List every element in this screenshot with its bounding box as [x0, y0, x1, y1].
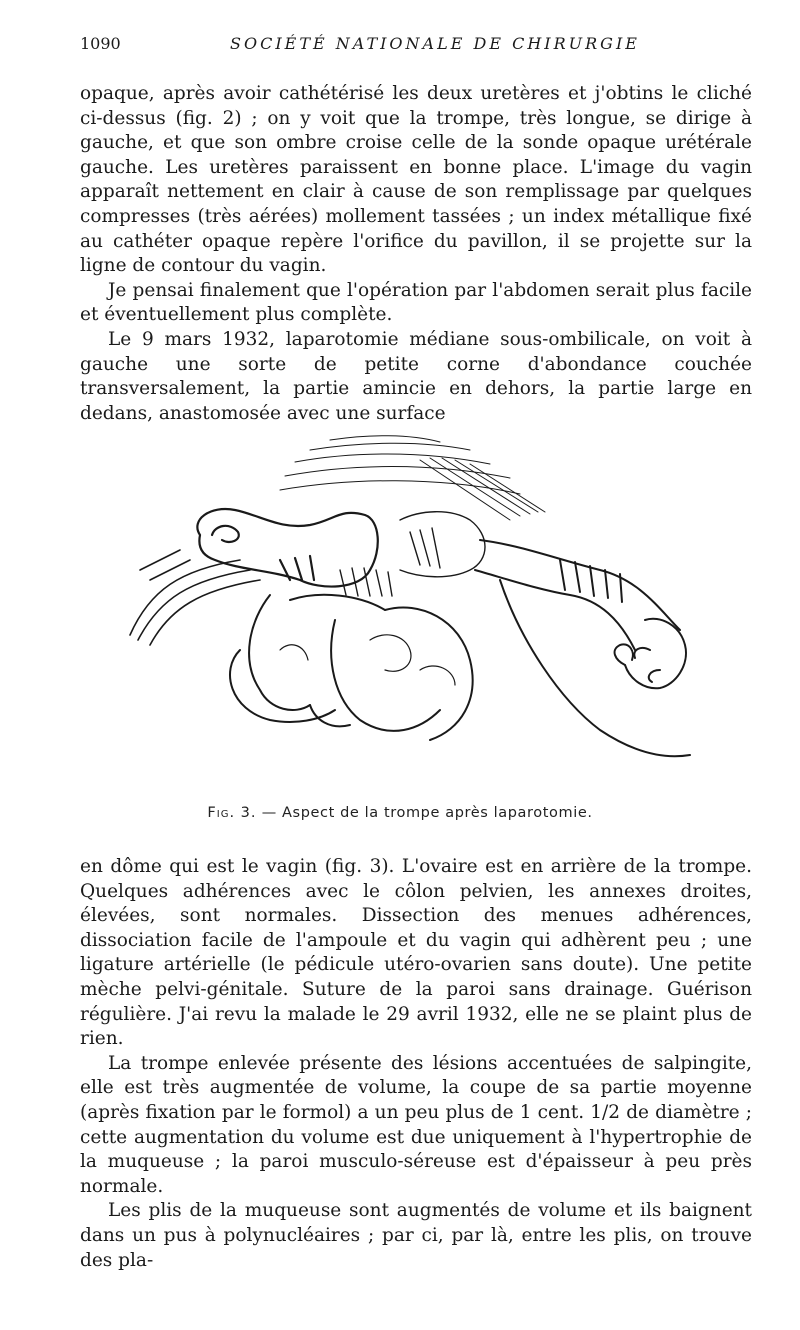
central-band: [340, 512, 485, 596]
vagina-dome: [230, 595, 473, 740]
right-ligament: [475, 540, 690, 756]
figure-label: Fig. 3.: [207, 805, 257, 821]
lower-folds: [280, 635, 455, 685]
paragraph: en dôme qui est le vagin (fig. 3). L'ovaire est en arrière de la trompe. Quelques adhérences avec le côlon pelvien, les annexes droites, élevées, sont normales. Dissection des menues adhérences, dissociation facile de l'ampoule et du vagin qui adhèrent peu ; une ligature artérielle (le pédicule utéro-ovarien sans doute). Une petite mèche pelvi-génitale. Suture de la paroi sans drainage. Guérison régulière. J'ai revu la malade le 29 avril 1932, elle ne se plaint plus de rien.: [80, 856, 752, 1050]
paragraph: opaque, après avoir cathétérisé les deux uretères et j'obtins le cliché ci-dessus (fig. 2) ; on y voit que la trompe, très longue, se dirige à gauche, et que son ombre croise celle de la sonde opaque urétérale gauche. Les uretères paraissent en bonne place. L'image du vagin apparaît nettement en clair à cause de son remplissage par quelques compresses (très aérées) mollement tassées ; un index métallique fixé au cathéter opaque repère l'orifice du pavillon, il se projette sur la ligne de contour du vagin.: [80, 83, 752, 277]
text-block-before-figure: [80, 82, 752, 426]
paragraph: Le 9 mars 1932, laparotomie médiane sous-ombilicale, on voit à gauche une sorte de petite corne d'abondance couchée transversalement, la partie amincie en dehors, la partie large en dedans, anastomosée avec une surface: [80, 328, 752, 424]
hatching-upper: [280, 436, 545, 520]
figure-caption: [0, 805, 800, 821]
paragraph: La trompe enlevée présente des lésions accentuées de salpingite, elle est très augmentée de volume, la coupe de sa partie moyenne (après fixation par le formol) a un peu plus de 1 cent. 1/2 de diamètre ; cette augmentation du volume est due uniquement à l'hypertrophie de la muqueuse ; la paroi musculo-séreuse est d'épaisseur à peu près normale.: [80, 1052, 752, 1197]
figure-caption-text: — Aspect de la trompe après laparotomie.: [261, 805, 593, 821]
left-fold: [130, 550, 260, 645]
fimbriated-end: [615, 619, 686, 689]
journal-title: SOCIÉTÉ NATIONALE DE CHIRURGIE: [230, 34, 640, 53]
anatomical-drawing: [120, 420, 720, 780]
running-head: [80, 34, 752, 60]
paragraph: Je pensai finalement que l'opération par l'abdomen serait plus facile et éventuellement plus complète.: [80, 279, 752, 326]
text-block-after-figure: [80, 855, 752, 1273]
paragraph: Les plis de la muqueuse sont augmentés de volume et ils baignent dans un pus à polynucléaires ; par ci, par là, entre les plis, on trouve des pla-: [80, 1200, 752, 1271]
page-number: 1090: [80, 34, 121, 53]
